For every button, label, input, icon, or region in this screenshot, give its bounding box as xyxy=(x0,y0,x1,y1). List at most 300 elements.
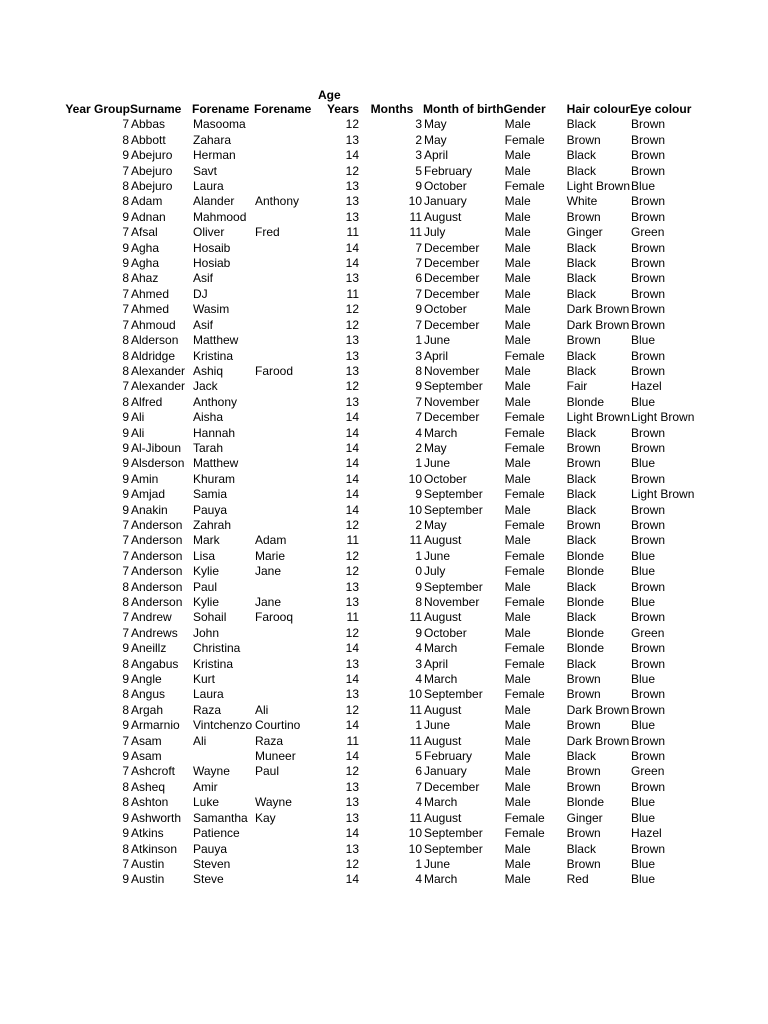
table-row xyxy=(65,287,694,302)
year-group-cell: 9 xyxy=(122,240,129,255)
table-row xyxy=(65,687,694,702)
month-of-birth-cell: December xyxy=(424,779,480,794)
gender-cell: Male xyxy=(504,749,531,764)
eye-colour-cell: Blue xyxy=(631,795,656,810)
forename-cell: Patience xyxy=(193,826,240,841)
surname-cell: Anderson xyxy=(131,533,183,548)
months-cell: 6 xyxy=(415,764,422,779)
forename-2-cell xyxy=(254,395,315,410)
col-header-surname: Surname xyxy=(130,102,182,116)
years-cell: 14 xyxy=(345,425,359,440)
gender-cell: Female xyxy=(504,179,545,194)
surname-cell: Alexander xyxy=(131,363,186,378)
years-cell: 12 xyxy=(345,317,359,332)
eye-colour-cell: Brown xyxy=(631,286,666,301)
surname-cell: Amin xyxy=(131,471,159,486)
months-cell: 11 xyxy=(409,533,422,548)
eye-colour-cell: Brown xyxy=(631,702,666,717)
forename-cell: Aisha xyxy=(193,410,224,425)
months-cell: 9 xyxy=(415,579,422,594)
table-row xyxy=(65,503,694,518)
year-group-cell: 8 xyxy=(122,194,129,209)
months-cell: 1 xyxy=(415,718,422,733)
table-row xyxy=(65,764,694,779)
month-of-birth-cell: November xyxy=(424,363,480,378)
month-of-birth-cell: October xyxy=(424,302,467,317)
year-group-cell: 7 xyxy=(122,225,129,240)
surname-cell: Ashcroft xyxy=(131,764,176,779)
month-of-birth-cell: August xyxy=(424,533,462,548)
hair-colour-cell: Black xyxy=(566,749,596,764)
month-of-birth-cell: September xyxy=(424,502,483,517)
hair-colour-cell: Black xyxy=(566,163,596,178)
year-group-cell: 8 xyxy=(122,841,129,856)
year-group-cell: 9 xyxy=(122,749,129,764)
years-cell: 14 xyxy=(345,826,359,841)
eye-colour-cell: Brown xyxy=(631,163,666,178)
table-row xyxy=(65,564,694,579)
month-of-birth-cell: September xyxy=(424,826,483,841)
hair-colour-cell: Red xyxy=(566,872,589,887)
years-cell: 12 xyxy=(345,564,359,579)
years-cell: 12 xyxy=(345,117,359,132)
month-of-birth-cell: June xyxy=(424,456,451,471)
table-row xyxy=(65,826,694,841)
forename-2-cell: Fred xyxy=(255,225,280,240)
gender-cell: Male xyxy=(504,733,531,748)
table-row xyxy=(65,872,694,887)
gender-cell: Female xyxy=(504,132,545,147)
surname-cell: Ahaz xyxy=(131,271,159,286)
eye-colour-cell: Blue xyxy=(631,548,656,563)
month-of-birth-cell: September xyxy=(424,841,483,856)
gender-cell: Female xyxy=(504,687,545,702)
month-of-birth-cell: July xyxy=(424,225,446,240)
surname-cell: Anderson xyxy=(131,595,183,609)
col-header-forename-2: Forename xyxy=(254,102,312,116)
table-row xyxy=(65,718,694,733)
hair-colour-cell: Black xyxy=(566,240,596,255)
surname-cell: Austin xyxy=(131,856,165,871)
year-group-cell: 8 xyxy=(122,132,129,147)
years-cell: 11 xyxy=(346,533,359,548)
month-of-birth-cell: September xyxy=(424,687,483,702)
col-header-forename: Forename xyxy=(192,102,250,116)
forename-cell: Pauya xyxy=(193,502,228,517)
hair-colour-cell: Brown xyxy=(566,132,601,147)
hair-colour-cell: Blonde xyxy=(566,641,605,656)
forename-2-cell: Farooq xyxy=(255,610,294,625)
table-row xyxy=(65,225,694,240)
forename-cell: Savt xyxy=(193,163,218,178)
forename-cell: Paul xyxy=(193,579,218,594)
forename-2-cell xyxy=(254,426,315,441)
months-cell: 7 xyxy=(415,410,422,425)
eye-colour-cell: Hazel xyxy=(631,826,662,841)
years-cell: 13 xyxy=(345,132,359,147)
hair-colour-cell: Black xyxy=(566,502,596,517)
table-row xyxy=(65,626,694,641)
gender-cell: Male xyxy=(504,872,531,887)
month-of-birth-cell: April xyxy=(424,348,449,363)
forename-2-cell: Jane xyxy=(255,564,282,579)
table-row xyxy=(65,487,694,502)
months-cell: 1 xyxy=(415,856,422,871)
forename-cell: Mahmood xyxy=(193,209,247,224)
forename-2-cell xyxy=(254,379,315,394)
eye-colour-cell: Brown xyxy=(631,363,666,378)
hair-colour-cell: Black xyxy=(566,271,596,286)
months-cell: 3 xyxy=(415,348,422,363)
surname-cell: Abbas xyxy=(131,117,166,132)
month-of-birth-cell: March xyxy=(424,641,458,656)
table-row xyxy=(65,164,694,179)
eye-colour-cell: Green xyxy=(631,225,665,240)
table-row xyxy=(65,133,694,148)
forename-cell: Kristina xyxy=(193,348,234,363)
forename-cell: Zahrah xyxy=(193,517,232,532)
eye-colour-cell: Blue xyxy=(631,856,656,871)
forename-cell: Mark xyxy=(193,533,220,548)
forename-cell: Samia xyxy=(193,487,228,502)
months-cell: 1 xyxy=(415,456,422,471)
years-cell: 12 xyxy=(345,379,359,394)
year-group-cell: 8 xyxy=(122,656,129,671)
eye-colour-cell: Blue xyxy=(631,810,656,825)
forename-2-cell xyxy=(254,641,315,656)
years-cell: 14 xyxy=(345,456,359,471)
year-group-cell: 7 xyxy=(122,302,129,317)
hair-colour-cell: Black xyxy=(566,487,596,502)
eye-colour-cell: Brown xyxy=(631,733,666,748)
hair-colour-cell: Brown xyxy=(566,209,601,224)
gender-cell: Male xyxy=(504,764,531,779)
surname-cell: Aneillz xyxy=(131,641,167,656)
year-group-cell: 7 xyxy=(122,533,129,548)
eye-colour-cell: Blue xyxy=(631,672,656,687)
month-of-birth-cell: March xyxy=(424,425,458,440)
year-group-cell: 9 xyxy=(122,672,129,687)
eye-colour-cell: Brown xyxy=(631,240,666,255)
year-group-cell: 8 xyxy=(122,333,129,348)
years-cell: 11 xyxy=(346,286,359,301)
forename-cell: Asif xyxy=(193,317,214,332)
years-cell: 14 xyxy=(345,410,359,425)
surname-cell: Anakin xyxy=(131,502,168,517)
months-cell: 3 xyxy=(415,117,422,132)
col-header-hair-colour: Hair colour xyxy=(566,102,631,116)
forename-cell: Masooma xyxy=(193,117,246,132)
eye-colour-cell: Brown xyxy=(631,302,666,317)
year-group-cell: 9 xyxy=(122,456,129,471)
gender-cell: Male xyxy=(504,394,531,409)
forename-cell: Christina xyxy=(193,641,241,656)
table-row xyxy=(65,518,694,533)
forename-2-cell xyxy=(254,179,315,194)
months-cell: 7 xyxy=(415,240,422,255)
year-group-cell: 9 xyxy=(122,209,129,224)
forename-2-cell xyxy=(254,148,315,163)
year-group-cell: 8 xyxy=(122,595,129,609)
forename-2-cell xyxy=(254,287,315,302)
hair-colour-cell: Fair xyxy=(566,379,588,394)
months-cell: 7 xyxy=(415,394,422,409)
month-of-birth-cell: October xyxy=(424,625,467,640)
years-cell: 13 xyxy=(345,271,359,286)
surname-cell: Alsderson xyxy=(131,456,185,471)
month-of-birth-cell: December xyxy=(424,410,480,425)
year-group-cell: 8 xyxy=(122,363,129,378)
eye-colour-cell: Light Brown xyxy=(631,487,695,502)
year-group-cell: 8 xyxy=(122,779,129,794)
eye-colour-cell: Brown xyxy=(631,194,666,209)
forename-2-cell xyxy=(254,349,315,364)
hair-colour-cell: Brown xyxy=(566,687,601,702)
gender-cell: Female xyxy=(504,410,545,425)
hair-colour-cell: Ginger xyxy=(566,810,603,825)
eye-colour-cell: Blue xyxy=(631,456,656,471)
forename-2-cell xyxy=(254,210,315,225)
years-cell: 14 xyxy=(345,872,359,887)
year-group-cell: 9 xyxy=(122,826,129,841)
month-of-birth-cell: December xyxy=(424,271,480,286)
month-of-birth-cell: August xyxy=(424,810,462,825)
age-group-header: Age xyxy=(318,88,341,102)
eye-colour-cell: Light Brown xyxy=(631,410,695,425)
gender-cell: Female xyxy=(504,548,545,563)
hair-colour-cell: Light Brown xyxy=(566,179,631,194)
month-of-birth-cell: September xyxy=(424,579,483,594)
table-row xyxy=(65,210,694,225)
table-row xyxy=(65,456,694,471)
year-group-cell: 7 xyxy=(122,548,129,563)
surname-cell: Abejuro xyxy=(131,179,173,194)
years-cell: 13 xyxy=(345,348,359,363)
years-cell: 13 xyxy=(345,810,359,825)
years-cell: 13 xyxy=(345,687,359,702)
forename-2-cell: Ali xyxy=(255,702,269,717)
hair-colour-cell: Dark Brown xyxy=(566,702,630,717)
forename-2-cell: Anthony xyxy=(255,194,300,209)
eye-colour-cell: Brown xyxy=(631,841,666,856)
hair-colour-cell: Dark Brown xyxy=(566,733,630,748)
months-cell: 11 xyxy=(409,810,422,825)
months-cell: 10 xyxy=(408,194,422,209)
eye-colour-cell: Green xyxy=(631,625,665,640)
year-group-cell: 8 xyxy=(122,702,129,717)
surname-cell: Alexander xyxy=(131,379,186,394)
forename-2-cell xyxy=(254,302,315,317)
table-row xyxy=(65,271,694,286)
forename-cell: Khuram xyxy=(193,471,236,486)
forename-cell: Ali xyxy=(193,733,207,748)
months-cell: 9 xyxy=(415,302,422,317)
forename-2-cell xyxy=(254,780,315,795)
months-cell: 5 xyxy=(415,163,422,178)
table-row xyxy=(65,410,694,425)
surname-cell: Angle xyxy=(131,672,162,687)
month-of-birth-cell: April xyxy=(424,148,449,163)
years-cell: 14 xyxy=(345,471,359,486)
hair-colour-cell: Dark Brown xyxy=(566,302,630,317)
eye-colour-cell: Green xyxy=(631,764,665,779)
forename-cell: Oliver xyxy=(193,225,225,240)
hair-colour-cell: Blonde xyxy=(566,625,605,640)
forename-2-cell: Kay xyxy=(255,810,276,825)
years-cell: 11 xyxy=(346,733,359,748)
hair-colour-cell: Ginger xyxy=(566,225,603,240)
month-of-birth-cell: March xyxy=(424,672,458,687)
surname-cell: Asam xyxy=(131,749,162,764)
hair-colour-cell: Black xyxy=(566,841,596,856)
table-row xyxy=(65,749,694,764)
month-of-birth-cell: February xyxy=(424,749,473,764)
months-cell: 1 xyxy=(415,333,422,348)
forename-cell: Hosaib xyxy=(193,240,231,255)
table-row xyxy=(65,703,694,718)
month-of-birth-cell: December xyxy=(424,240,480,255)
surname-cell: Anderson xyxy=(131,548,183,563)
hair-colour-cell: Black xyxy=(566,363,596,378)
surname-cell: Anderson xyxy=(131,579,183,594)
year-group-cell: 9 xyxy=(122,410,129,425)
eye-colour-cell: Brown xyxy=(631,656,666,671)
forename-2-cell xyxy=(254,503,315,518)
month-of-birth-cell: June xyxy=(424,548,451,563)
gender-cell: Male xyxy=(504,672,531,687)
forename-2-cell: Courtino xyxy=(255,718,301,733)
gender-cell: Male xyxy=(504,471,531,486)
hair-colour-cell: Brown xyxy=(566,440,601,455)
eye-colour-cell: Brown xyxy=(631,317,666,332)
table-row xyxy=(65,780,694,795)
forename-cell: Kylie xyxy=(193,595,220,609)
forename-cell: Matthew xyxy=(193,456,239,471)
years-cell: 14 xyxy=(345,718,359,733)
col-header-months: Months xyxy=(370,102,414,116)
table-row xyxy=(65,657,694,672)
year-group-cell: 7 xyxy=(122,564,129,579)
gender-cell: Male xyxy=(504,148,531,163)
forename-cell: Zahara xyxy=(193,132,232,147)
eye-colour-cell: Brown xyxy=(631,610,666,625)
hair-colour-cell: Blonde xyxy=(566,595,605,609)
years-cell: 14 xyxy=(345,672,359,687)
eye-colour-cell: Brown xyxy=(631,517,666,532)
hair-colour-cell: Brown xyxy=(566,764,601,779)
surname-cell: Abejuro xyxy=(131,163,173,178)
year-group-cell: 7 xyxy=(122,610,129,625)
table-row xyxy=(65,734,694,749)
forename-cell: Ashiq xyxy=(193,363,224,378)
table-row xyxy=(65,318,694,333)
eye-colour-cell: Brown xyxy=(631,440,666,455)
forename-2-cell: Raza xyxy=(255,733,284,748)
forename-cell: Kristina xyxy=(193,656,234,671)
eye-colour-cell: Brown xyxy=(631,502,666,517)
surname-cell: Ashworth xyxy=(131,810,182,825)
surname-cell: Austin xyxy=(131,872,165,887)
months-cell: 7 xyxy=(415,317,422,332)
month-of-birth-cell: January xyxy=(424,764,467,779)
gender-cell: Male xyxy=(504,163,531,178)
forename-2-cell xyxy=(254,318,315,333)
table-row xyxy=(65,533,694,548)
years-cell: 12 xyxy=(345,302,359,317)
year-group-cell: 8 xyxy=(122,348,129,363)
eye-colour-cell: Brown xyxy=(631,425,666,440)
years-cell: 14 xyxy=(345,487,359,502)
months-cell: 4 xyxy=(415,795,422,810)
months-cell: 3 xyxy=(415,148,422,163)
table-row xyxy=(65,595,694,610)
surname-cell: Aldridge xyxy=(131,348,176,363)
surname-cell: Argah xyxy=(131,702,164,717)
months-cell: 4 xyxy=(415,641,422,656)
surname-cell: Afsal xyxy=(131,225,158,240)
months-cell: 10 xyxy=(408,471,422,486)
forename-2-cell xyxy=(254,256,315,271)
surname-cell: Angus xyxy=(131,687,166,702)
col-header-year-group: Year Group xyxy=(65,102,130,116)
gender-cell: Female xyxy=(504,641,545,656)
eye-colour-cell: Brown xyxy=(631,132,666,147)
month-of-birth-cell: September xyxy=(424,379,483,394)
months-cell: 10 xyxy=(408,502,422,517)
year-group-cell: 8 xyxy=(122,687,129,702)
years-cell: 13 xyxy=(345,595,359,609)
year-group-cell: 7 xyxy=(122,517,129,532)
year-group-cell: 9 xyxy=(122,718,129,733)
forename-cell: Vintchenzo xyxy=(193,718,253,733)
table-row xyxy=(65,302,694,317)
month-of-birth-cell: August xyxy=(424,733,462,748)
year-group-cell: 9 xyxy=(122,425,129,440)
year-group-cell: 7 xyxy=(122,117,129,132)
surname-cell: Asam xyxy=(131,733,162,748)
years-cell: 14 xyxy=(345,148,359,163)
forename-cell: DJ xyxy=(193,286,208,301)
surname-cell: Anderson xyxy=(131,564,183,579)
gender-cell: Female xyxy=(504,440,545,455)
eye-colour-cell: Blue xyxy=(631,595,656,609)
gender-cell: Male xyxy=(504,502,531,517)
table-row xyxy=(65,549,694,564)
forename-2-cell xyxy=(254,626,315,641)
eye-colour-cell: Brown xyxy=(631,641,666,656)
gender-cell: Male xyxy=(504,841,531,856)
table-row xyxy=(65,256,694,271)
surname-cell: Atkins xyxy=(131,826,164,841)
forename-2-cell xyxy=(254,472,315,487)
gender-cell: Male xyxy=(504,333,531,348)
months-cell: 4 xyxy=(415,872,422,887)
year-group-cell: 7 xyxy=(122,733,129,748)
months-cell: 4 xyxy=(415,425,422,440)
forename-cell: Amir xyxy=(193,779,218,794)
month-of-birth-cell: April xyxy=(424,656,449,671)
eye-colour-cell: Brown xyxy=(631,256,666,271)
months-cell: 7 xyxy=(415,779,422,794)
gender-cell: Male xyxy=(504,286,531,301)
forename-cell: Hannah xyxy=(193,425,236,440)
eye-colour-cell: Brown xyxy=(631,579,666,594)
hair-colour-cell: Black xyxy=(566,533,596,548)
forename-2-cell xyxy=(254,241,315,256)
forename-2-cell xyxy=(254,117,315,132)
months-cell: 6 xyxy=(415,271,422,286)
forename-cell: Sohail xyxy=(193,610,227,625)
